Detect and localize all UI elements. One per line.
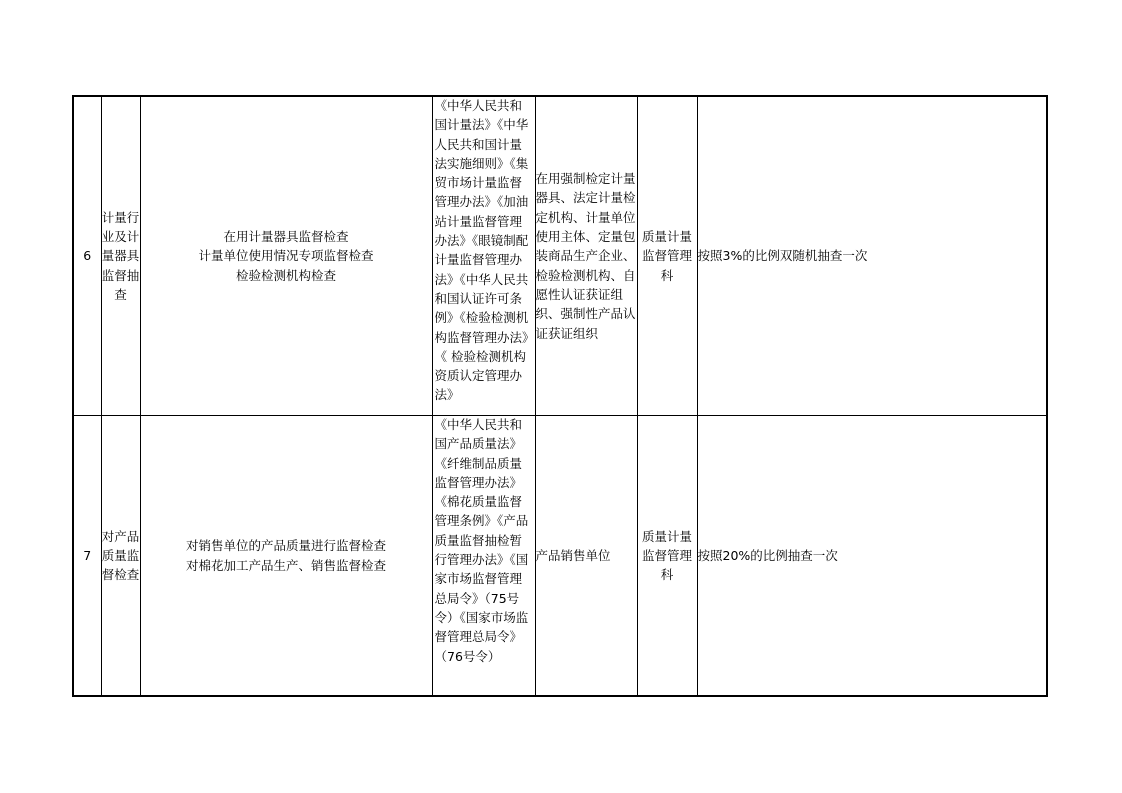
check-item: 对棉花加工产品生产、销售监督检查	[185, 557, 386, 573]
department-text: 质量计量监督管理科	[641, 229, 692, 283]
category-cell	[101, 416, 140, 697]
department-cell	[637, 416, 697, 697]
table-row	[73, 416, 1047, 697]
category-text: 对产品质量监督检查	[101, 528, 140, 583]
row-number: 7	[83, 547, 92, 563]
row-number-cell	[73, 96, 101, 416]
ratio-text: 按照20%的比例抽查一次	[697, 547, 838, 563]
department-cell	[637, 96, 697, 416]
legal-basis-text: 《中华人民共和国计量法》《中华人民共和国计量法实施细则》《集贸市场计量监督管理办法》《加油站计量监督管理办法》《眼镜制配计量监督管理办法》《中华人民共和国认证许可条例》《检验检测机构监督管理办法》《 检验检测机构资质认定管理办法》	[434, 98, 529, 403]
category-text: 计量行业及计量器具监督抽查	[101, 209, 140, 302]
ratio-text: 按照3%的比例双随机抽查一次	[697, 248, 868, 264]
category-cell	[101, 96, 140, 416]
check-items-cell	[140, 96, 432, 416]
inspection-table	[72, 95, 1048, 697]
legal-basis-text: 《中华人民共和国产品质量法》《纤维制品质量监督管理办法》《棉花质量监督管理条例》《产品质量监督抽检暂行管理办法》《国家市场监督管理总局令》（75号令）《国家市场监督管理总局令》（76号令）	[434, 417, 529, 664]
check-items-cell	[140, 416, 432, 697]
row-number-cell	[73, 416, 101, 697]
check-item: 计量单位使用情况专项监督检查	[198, 248, 374, 264]
table-row	[73, 96, 1047, 416]
ratio-cell	[697, 416, 1047, 697]
check-item: 在用计量器具监督检查	[223, 229, 349, 245]
inspection-subject-text: 产品销售单位	[535, 547, 611, 563]
ratio-cell	[697, 96, 1047, 416]
department-text: 质量计量监督管理科	[641, 528, 692, 583]
inspection-subject-text: 在用强制检定计量器具、法定计量检定机构、计量单位使用主体、定量包装商品生产企业、检验检测机构、自愿性认证获证组织、强制性产品认证获证组织	[535, 171, 636, 341]
legal-basis-cell	[432, 416, 535, 697]
check-item: 对销售单位的产品质量进行监督检查	[185, 538, 386, 554]
row-number: 6	[83, 248, 92, 264]
inspection-subject-cell	[535, 416, 637, 697]
legal-basis-cell	[432, 96, 535, 416]
check-item: 检验检测机构检查	[235, 267, 336, 283]
inspection-subject-cell	[535, 96, 637, 416]
